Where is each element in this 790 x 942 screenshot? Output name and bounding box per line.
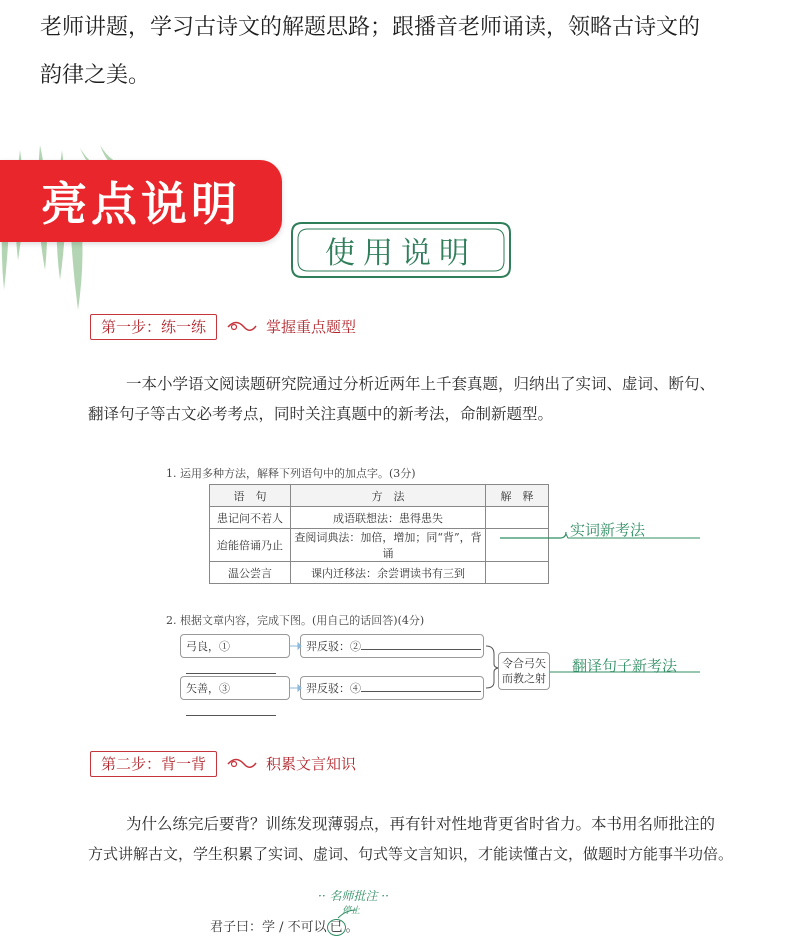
swirl-icon — [226, 316, 260, 338]
question2-callout: 翻译句子新考法 — [572, 657, 678, 675]
table-cell: 课内迁移法：余尝谓读书有三到 — [291, 562, 486, 584]
annotation-heading: ·· 名师批注 ·· — [318, 889, 389, 903]
question1-table — [209, 484, 549, 584]
step2-paragraph-line-1: 为什么练完后要背？训练发现薄弱点，再有针对性地背更省时省力。本书用名师批注的 — [126, 815, 716, 833]
annotation-text: 君子曰：学 / 不可以 — [210, 920, 327, 935]
usage-title: 使用说明 — [325, 236, 477, 271]
intro-line-1: 老师讲题，学习古诗文的解题思路；跟播音老师诵读，领略古诗文的 — [40, 15, 701, 40]
diagram-box-1: 弓良，① — [180, 634, 290, 658]
step1-paragraph-line-1: 一本小学语文阅读题研究院通过分析近两年上千套真题，归纳出了实词、虚词、断句、 — [126, 375, 716, 393]
table-header-row — [210, 485, 549, 507]
table-cell: 温公尝言 — [210, 562, 291, 584]
diagram-connectors — [288, 630, 510, 710]
table-row — [210, 529, 549, 562]
table-cell: 迨能倍诵乃止 — [210, 529, 291, 562]
step2-paragraph-line-2: 方式讲解古文，学生积累了实词、虚词、句式等文言知识，才能读懂古文，做题时方能事半功倍。 — [88, 845, 734, 863]
table-row — [210, 562, 549, 584]
banner-label: 亮点说明 — [41, 177, 241, 231]
table-header: 语 句 — [210, 485, 291, 507]
table-cell: 患记问不若人 — [210, 507, 291, 529]
diagram-box-2: 羿反驳：② — [300, 634, 484, 658]
step1-subtitle: 掌握重点题型 — [266, 318, 357, 336]
highlight-banner — [0, 160, 282, 242]
step2-subtitle: 积累文言知识 — [266, 755, 357, 773]
step1-label: 第一步：练一练 — [90, 314, 217, 340]
annotation-end: 。 — [345, 920, 359, 935]
answer-cell[interactable] — [486, 562, 549, 584]
diagram-box-4: 羿反驳：④ — [300, 676, 484, 700]
question1-prompt: 1. 运用多种方法，解释下列语句中的加点字。(3分) — [166, 467, 416, 480]
table-row — [210, 507, 549, 529]
answer-blank[interactable] — [186, 705, 276, 716]
table-header: 解 释 — [486, 485, 549, 507]
annotation-note: 停止 — [342, 906, 361, 916]
diagram-box-3: 矢善，③ — [180, 676, 290, 700]
step2-label: 第二步：背一背 — [90, 751, 217, 777]
table-cell: 查阅词典法：加倍，增加；同“背”，背诵 — [291, 529, 486, 562]
annotation-circled-char: 已 — [327, 919, 346, 936]
step1-paragraph-line-2: 翻译句子等古文必考考点，同时关注真题中的新考法，命制新题型。 — [88, 405, 554, 423]
swirl-icon — [226, 753, 260, 775]
intro-text — [40, 4, 770, 100]
table-header: 方 法 — [291, 485, 486, 507]
question1-callout: 实词新考法 — [570, 521, 646, 539]
question2-prompt: 2. 根据文章内容，完成下图。(用自己的话回答)(4分) — [166, 614, 425, 627]
intro-line-2: 韵律之美。 — [40, 63, 151, 88]
diagram-result-box: 令合弓矢 而教之射 — [498, 652, 550, 690]
answer-blank[interactable] — [186, 663, 276, 674]
table-cell: 成语联想法：患得患失 — [291, 507, 486, 529]
